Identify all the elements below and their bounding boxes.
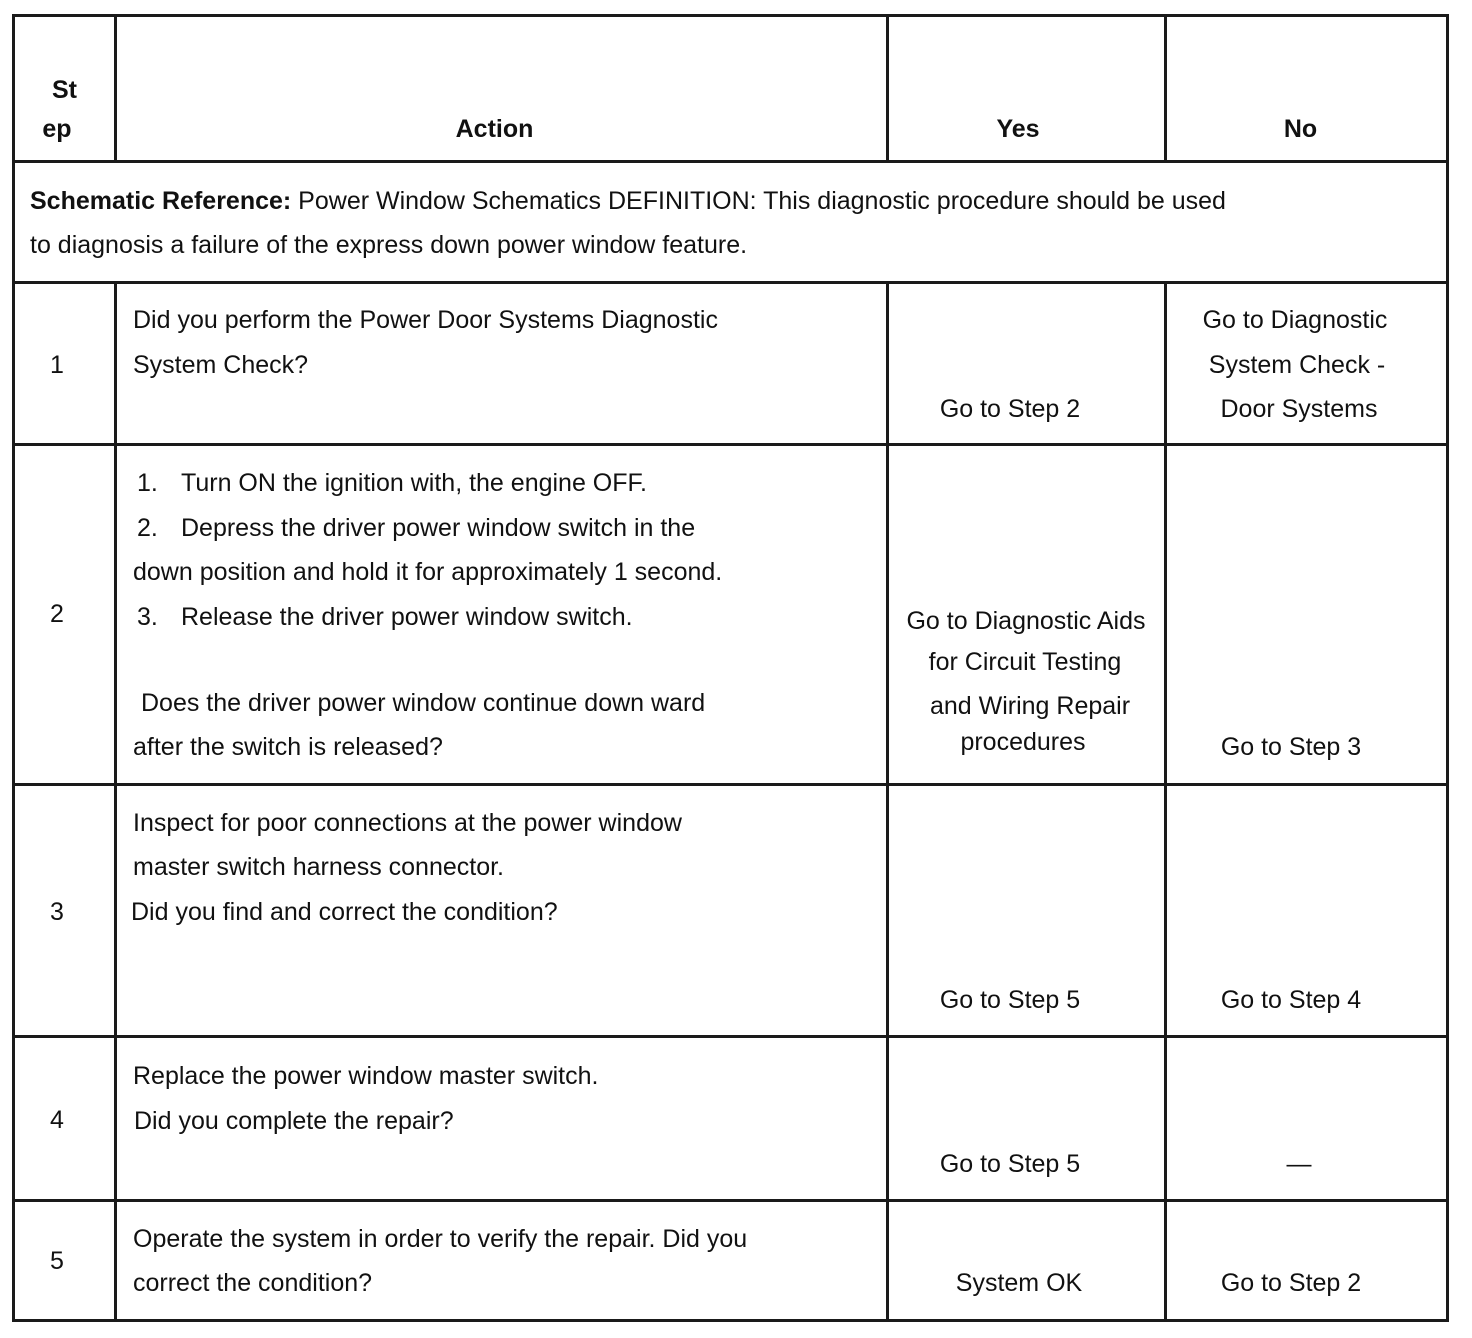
action-text: Did you complete the repair? bbox=[134, 1107, 454, 1135]
action-text: Did you perform the Power Door Systems Diagnostic bbox=[133, 306, 718, 334]
yes-result: for Circuit Testing bbox=[928, 648, 1122, 676]
action-text: Replace the power window master switch. bbox=[133, 1062, 599, 1090]
row-divider-3 bbox=[12, 1035, 1449, 1038]
yes-result: Go to Step 5 bbox=[939, 986, 1081, 1014]
no-result: Go to Step 4 bbox=[1220, 986, 1362, 1014]
question-text: after the switch is released? bbox=[133, 733, 443, 761]
step-number: 4 bbox=[50, 1106, 64, 1134]
no-result: Go to Step 3 bbox=[1220, 733, 1362, 761]
row-divider-4 bbox=[12, 1199, 1449, 1202]
table-border-top bbox=[12, 14, 1449, 17]
step-number: 5 bbox=[50, 1247, 64, 1275]
step-number: 3 bbox=[50, 898, 64, 926]
no-result: — bbox=[1286, 1150, 1312, 1178]
yes-result: Go to Step 5 bbox=[939, 1150, 1081, 1178]
action-text: Operate the system in order to verify the repair. Did you bbox=[133, 1225, 748, 1253]
step-number: 2 bbox=[50, 600, 64, 628]
row-divider-1 bbox=[12, 443, 1449, 446]
yes-result: Go to Diagnostic Aids bbox=[906, 607, 1146, 635]
header-no: No bbox=[1283, 115, 1318, 143]
yes-result: Go to Step 2 bbox=[939, 395, 1081, 423]
step-number: 1 bbox=[50, 351, 64, 379]
header-step-line2: ep bbox=[42, 115, 72, 143]
table-border-bottom bbox=[12, 1319, 1449, 1322]
header-yes: Yes bbox=[996, 115, 1040, 143]
no-result: System Check - bbox=[1208, 351, 1386, 379]
no-result: Go to Diagnostic bbox=[1202, 306, 1388, 334]
no-result: Door Systems bbox=[1220, 395, 1378, 423]
table-border-right bbox=[1446, 14, 1449, 1322]
list-text: Depress the driver power window switch in the bbox=[181, 514, 696, 542]
yes-result: procedures bbox=[960, 728, 1086, 756]
action-text: master switch harness connector. bbox=[133, 853, 504, 881]
row-divider-2 bbox=[12, 783, 1449, 786]
header-divider bbox=[12, 160, 1449, 163]
reference-line-2: to diagnosis a failure of the express down power window feature. bbox=[30, 231, 748, 259]
col-divider-step-body bbox=[114, 281, 117, 1322]
reference-line-1 bbox=[30, 179, 1226, 223]
yes-result: System OK bbox=[955, 1269, 1083, 1297]
list-num: 1. bbox=[137, 469, 158, 497]
action-text: correct the condition? bbox=[133, 1269, 373, 1297]
reference-text-1: Power Window Schematics DEFINITION: This diagnostic procedure should be used bbox=[291, 187, 1226, 215]
action-text: Did you find and correct the condition? bbox=[131, 898, 558, 926]
action-text: System Check? bbox=[133, 351, 309, 379]
list-text: Release the driver power window switch. bbox=[181, 603, 633, 631]
list-text: Turn ON the ignition with, the engine OFF. bbox=[181, 469, 647, 497]
header-action: Action bbox=[455, 115, 534, 143]
action-text: Inspect for poor connections at the power window bbox=[133, 809, 682, 837]
list-num: 3. bbox=[137, 603, 158, 631]
reference-label: Schematic Reference: bbox=[30, 187, 292, 215]
list-text: down position and hold it for approximately 1 second. bbox=[133, 558, 723, 586]
list-num: 2. bbox=[137, 514, 158, 542]
yes-result: and Wiring Repair bbox=[929, 692, 1131, 720]
header-step-line1: St bbox=[52, 76, 77, 104]
question-text: Does the driver power window continue down ward bbox=[141, 689, 706, 717]
reference-divider bbox=[12, 281, 1449, 284]
no-result: Go to Step 2 bbox=[1220, 1269, 1362, 1297]
